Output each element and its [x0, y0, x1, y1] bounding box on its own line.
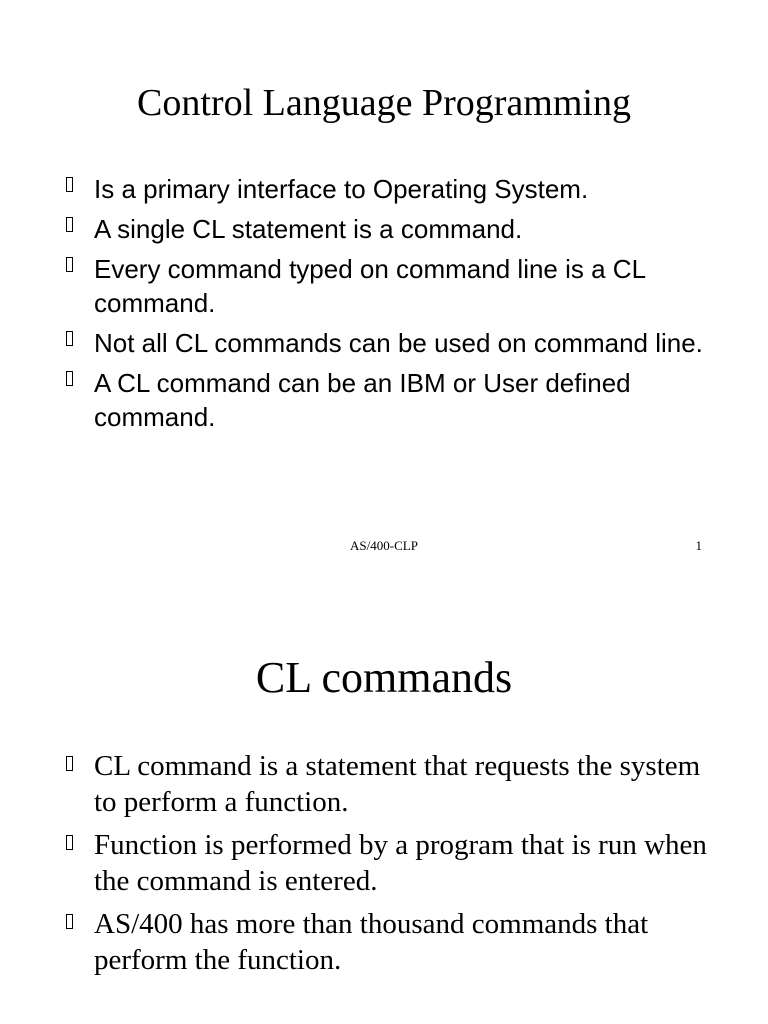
bullet-text: CL command is a statement that requests the system to perform a function.: [94, 750, 701, 818]
slide-footer: AS/400-CLP: [350, 538, 418, 553]
bullet-text: Function is performed by a program that is run when the command is entered.: [94, 829, 707, 897]
bullet-item: [0, 172, 768, 206]
bullet-icon: [66, 756, 73, 771]
bullet-list: [0, 748, 768, 985]
bullet-text: Is a primary interface to Operating System.: [94, 174, 589, 204]
page-number: 1: [695, 538, 702, 553]
bullet-icon: [66, 217, 73, 232]
bullet-item: [0, 906, 768, 978]
bullet-text: AS/400 has more than thousand commands that perform the function.: [94, 908, 649, 976]
bullet-list: [0, 172, 768, 440]
bullet-item: [0, 366, 768, 434]
bullet-item: [0, 252, 768, 320]
bullet-icon: [66, 835, 73, 850]
bullet-icon: [66, 371, 73, 386]
bullet-item: [0, 326, 768, 360]
bullet-text: A CL command can be an IBM or User defined command.: [94, 368, 631, 432]
bullet-item: [0, 748, 768, 820]
bullet-icon: [66, 331, 73, 346]
bullet-icon: [66, 914, 73, 929]
slide-2: [0, 580, 768, 1024]
slide-title: CL commands: [255, 653, 513, 702]
bullet-icon: [66, 257, 73, 272]
bullet-text: Every command typed on command line is a CL command.: [94, 254, 646, 318]
slide-title: Control Language Programming: [137, 82, 631, 124]
bullet-text: A single CL statement is a command.: [94, 214, 523, 244]
bullet-text: Not all CL commands can be used on command line.: [94, 328, 703, 358]
bullet-item: [0, 212, 768, 246]
bullet-icon: [66, 177, 73, 192]
bullet-item: [0, 827, 768, 899]
